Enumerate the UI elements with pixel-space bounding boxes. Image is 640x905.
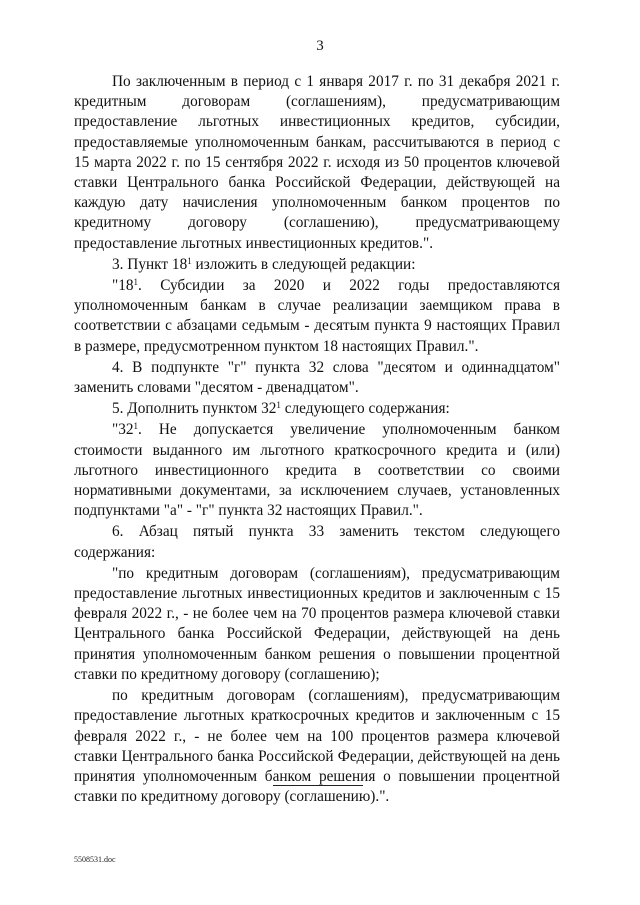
paragraph-5-text-start: 5. Дополнить пунктом 32 <box>112 400 277 418</box>
paragraph-6-text-end: . Не допускается увеличение уполномоченным банком стоимости выданного им льготного краткосрочного кредита и (или) льготного инвестиционного кредита в соответствии со своими нормативными документами, за исключением случаев, установленных подпунктами "а" - "г" пункта 32 настоящих Правил.". <box>74 421 560 520</box>
paragraph-5-text-end: следующего содержания: <box>280 400 450 418</box>
paragraph-9: по кредитным договорам (соглашениям), предусматривающим предоставление льготных краткосрочных кредитов и заключенным с 15 февраля 2022 г., - не более чем на 100 процентов размера ключевой ставки Центрального банка Российской Федерации, действующей на день принятия уполномоченным банком решения о повышении процентной ставки по кредитному договору (соглашению).". <box>74 687 560 806</box>
footer-document-code: 5508531.doc <box>74 855 116 864</box>
superscript-1: 1 <box>187 255 192 266</box>
paragraph-7: 6. Абзац пятый пункта 33 заменить текстом следующего содержания: <box>74 523 560 561</box>
superscript-1: 1 <box>133 421 139 432</box>
paragraph-8: "по кредитным договорам (соглашениям), предусматривающим предоставление льготных инвестиционных кредитов и заключенным с 15 февраля 2022 г., - не более чем на 70 процентов размера ключевой ставки Центрального банка Российской Федерации, действующей на день принятия уполномоченным банком решения о повышении процентной ставки по кредитному договору (соглашению); <box>74 564 560 683</box>
paragraph-4: 4. В подпункте "г" пункта 32 слова "десятом и одиннадцатом" заменить словами "десятом - двенадцатом". <box>74 358 560 397</box>
paragraph-1: По заключенным в период с 1 января 2017 г. по 31 декабря 2021 г. кредитным договорам (соглашениям), предусматривающим предоставление льготных инвестиционных кредитов, субсидии, предоставляемые уполномоченным банкам, рассчитываются в период с 15 марта 2022 г. по 15 сентября 2022 г. исходя из 50 процентов ключевой ставки Центрального банка Российской Федерации, действующей на каждую дату начисления уполномоченным банком процентов по кредитному договору (соглашению), предусматривающему предоставление льготных инвестиционных кредитов.". <box>74 73 560 252</box>
paragraph-6 <box>74 420 560 521</box>
paragraph-3 <box>74 276 560 357</box>
superscript-1: 1 <box>276 400 281 411</box>
paragraph-3-text-start: "18 <box>112 277 134 295</box>
superscript-1: 1 <box>133 277 139 288</box>
paragraph-2-text-start: 3. Пункт 18 <box>112 255 188 273</box>
paragraph-2 <box>74 255 560 275</box>
page-number: 3 <box>316 38 324 54</box>
paragraph-2-text-end: изложить в следующей редакции: <box>191 255 416 273</box>
closing-rule <box>273 785 363 786</box>
paragraph-5 <box>74 399 560 419</box>
paragraph-3-text-end: . Субсидии за 2020 и 2022 годы предоставляются уполномоченным банкам в случае реализации заемщиком права в соответствии с абзацами седьмым - десятым пункта 9 настоящих Правил в размере, предусмотренном пунктом 18 настоящих Правил.". <box>74 277 560 355</box>
body-text <box>74 72 560 807</box>
paragraph-6-text-start: "32 <box>112 421 134 439</box>
